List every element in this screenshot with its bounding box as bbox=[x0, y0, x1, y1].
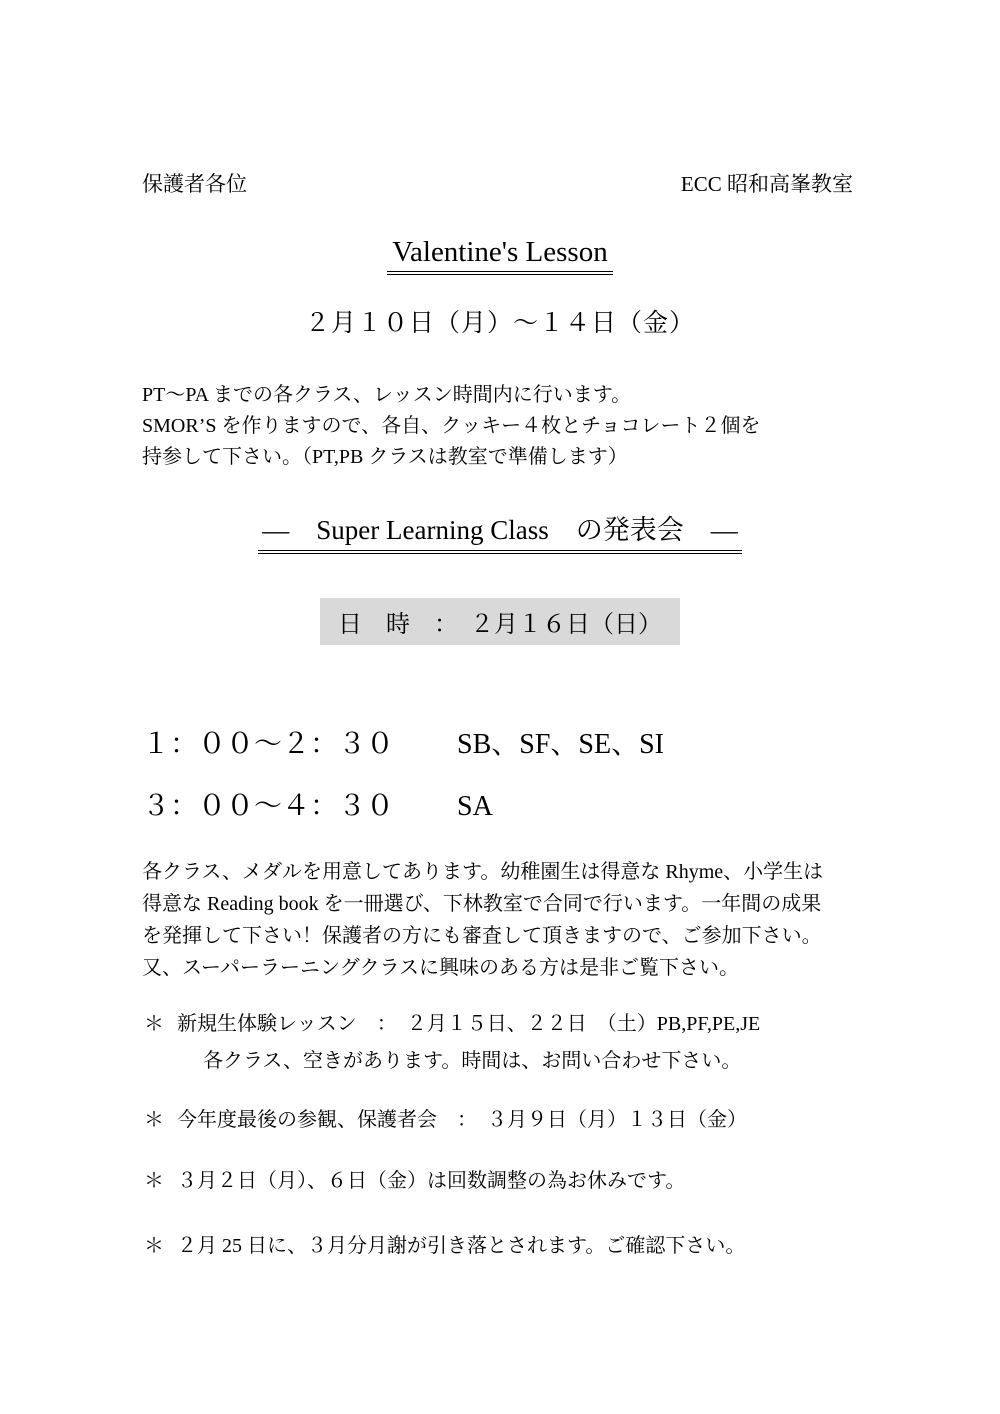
note-text bbox=[177, 1102, 900, 1139]
note-item bbox=[144, 1163, 900, 1200]
intro-line: 持参して下さい。（PT,PB クラスは教室で準備します） bbox=[142, 446, 628, 468]
title-row bbox=[0, 236, 1000, 275]
note-line: 今年度最後の参観、保護者会 ： ３月９日（月）１３日（金） bbox=[177, 1109, 747, 1131]
asterisk-marker: ＊ bbox=[144, 1170, 164, 1192]
time-slot-row bbox=[142, 722, 664, 762]
description-line: 得意な Reading book を一冊選び、下林教室で合同で行います。一年間の成果 bbox=[142, 893, 822, 915]
note-text bbox=[177, 1163, 900, 1200]
intro-paragraph bbox=[142, 380, 890, 473]
note-line: 新規生体験レッスン ： ２月１５日、２２日 （土）PB,PF,PE,JE bbox=[177, 1013, 761, 1035]
note-item bbox=[144, 1006, 900, 1080]
datetime-row bbox=[0, 598, 1000, 645]
intro-line: SMOR’S を作りますので、各自、クッキー４枚とチョコレート２個を bbox=[142, 415, 761, 437]
note-line: ２月 25 日に、３月分月謝が引き落とされます。ご確認下さい。 bbox=[177, 1235, 746, 1257]
note-line: ３月２日（月）、６日（金）は回数調整の為お休みです。 bbox=[177, 1170, 686, 1192]
note-line: 各クラス、空きがあります。時間は、お問い合わせ下さい。 bbox=[203, 1050, 742, 1072]
time-slot-row bbox=[142, 784, 493, 824]
asterisk-marker: ＊ bbox=[144, 1013, 164, 1035]
section-heading-row bbox=[0, 508, 1000, 554]
datetime-highlight: 日 時 ： ２月１６日（日） bbox=[320, 598, 680, 645]
description-line: を発揮して下さい！保護者の方にも審査して頂きますので、ご参加下さい。 bbox=[142, 925, 822, 947]
slot-time: ３：００～４：３０ bbox=[142, 791, 395, 822]
description-paragraph bbox=[142, 856, 900, 984]
note-text bbox=[177, 1228, 900, 1265]
slot-classes: SB、SF、SE、SI bbox=[457, 729, 664, 760]
note-item bbox=[144, 1228, 900, 1265]
school-name: ECC 昭和高峯教室 bbox=[680, 172, 853, 196]
page-title: Valentine's Lesson bbox=[387, 236, 612, 275]
asterisk-marker: ＊ bbox=[144, 1109, 164, 1131]
recipient-label: 保護者各位 bbox=[142, 172, 247, 196]
slot-classes: SA bbox=[457, 791, 493, 822]
asterisk-marker: ＊ bbox=[144, 1235, 164, 1257]
intro-line: PT～PA までの各クラス、レッスン時間内に行います。 bbox=[142, 384, 632, 406]
event-date-range: ２月１０日（月）～１４日（金） bbox=[304, 310, 695, 337]
document-header bbox=[142, 168, 853, 198]
description-line: 各クラス、メダルを用意してあります。幼稚園生は得意な Rhyme、小学生は bbox=[142, 861, 824, 883]
slot-time: １：００～２：３０ bbox=[142, 729, 395, 760]
note-text bbox=[177, 1006, 900, 1080]
section-heading: ― Super Learning Class の発表会 ― bbox=[258, 508, 741, 554]
description-line: 又、スーパーラーニングクラスに興味のある方は是非ご覧下さい。 bbox=[142, 957, 739, 979]
note-item bbox=[144, 1102, 900, 1139]
